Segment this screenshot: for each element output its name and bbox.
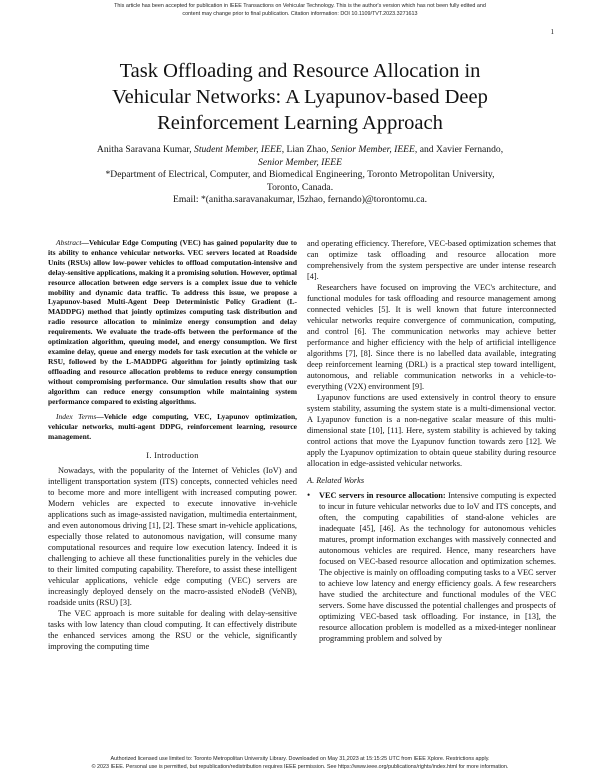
- subsection-heading-related-works: A. Related Works: [307, 476, 365, 485]
- publication-notice: [0, 2, 600, 18]
- index-terms-label: Index Terms: [56, 412, 97, 422]
- footer-line-2: © 2023 IEEE. Personal use is permitted, but republication/redistribution requires IEEE permission. See https://www.ieee.org/publications/rights/index.html for more information.: [91, 764, 509, 770]
- title-line-2: Vehicular Networks: A Lyapunov-based Deep: [112, 86, 488, 108]
- author-1-role: Student Member, IEEE: [194, 144, 282, 155]
- right-column: [307, 238, 556, 644]
- page-number: 1: [550, 28, 554, 36]
- footer-notice: [0, 755, 600, 771]
- author-line-1: [40, 144, 560, 157]
- abstract: [48, 238, 297, 406]
- bullet-title: VEC servers in resource allocation:: [319, 491, 446, 500]
- author-2-role: Senior Member, IEEE: [330, 144, 415, 155]
- author-3-role: Senior Member, IEEE: [258, 156, 342, 168]
- intro-paragraph-1: Nowadays, with the popularity of the Internet of Vehicles (IoV) and intelligent transportation system (ITS) concepts, connected vehicles need to become more and more intelligent with increased computing power. Modern vehicles are expected to execute innovative in-vehicle applications such as image-assisted navigation, multimedia entertainment, and even autonomous driving [1], [2]. These smart in-vehicle applications, especially those related to autonomous navigation, will consume many computational resources and require low execution latency. Indeed it is challenging to achieve all these functionalities purely in the vehicles due to their limited computing capability. Therefore, to assist these intelligent vehicular applications, vehicle edge computing (VEC) servers are increasingly deployed densely on the macro-assisted eNodeB (VeNB), roadside units (RSU) [3].: [48, 466, 297, 608]
- intro-paragraph-3: Researchers have focused on improving the VEC's architecture, and functional modules for task offloading and resource management among connected vehicles [5]. It is well known that future interconnected vehicular networks require convergence of communication, computing, and control [6]. The communication networks may achieve better performance and higher efficiency with the help of artificial intelligence algorithms [7], [8]. Since there is no labelled data available, integrating deep reinforcement learning (DRL) is a practical step toward intelligent, autonomous, and reliable communication networks in a vehicle-to-everything (V2X) environment [9].: [307, 283, 556, 391]
- index-terms-text: —Vehicle edge computing, VEC, Lyapunov optimization, vehicular networks, multi-agent DDPG, reinforcement learning, resource management.: [48, 412, 297, 442]
- title-line-1: Task Offloading and Resource Allocation in: [119, 60, 481, 82]
- author-email: Email: *(anitha.saravanakumar, l5zhao, fernando)@torontomu.ca.: [172, 194, 428, 206]
- affiliation-line-2: Toronto, Canada.: [266, 181, 334, 193]
- list-item: [307, 490, 556, 644]
- intro-paragraph-2: The VEC approach is more suitable for dealing with delay-sensitive tasks with low latency than cloud computing. It can effectively distribute the enhanced services among the RSU or the vehicle, significantly improving the computing time: [48, 609, 297, 652]
- author-3: , and Xavier Fernando,: [414, 144, 504, 155]
- bullet-icon: •: [307, 490, 311, 500]
- notice-line-1: This article has been accepted for publication in IEEE Transactions on Vehicular Technology. This is the author's version which has not been fully edited and: [114, 3, 486, 9]
- notice-line-2: content may change prior to final publication. Citation information: DOI 10.1109/TVT.2023.3271613: [182, 11, 418, 17]
- abstract-label: Abstract: [56, 238, 82, 247]
- abstract-text: —Vehicular Edge Computing (VEC) has gained popularity due to its ability to enhance vehicular networks. VEC servers located at Roadside Units (RSUs) allow low-power vehicles to offload computation-intensive and delay-sensitive applications, making it a promising solution. However, optimal resource allocation between edge servers is a complex issue due to vehicle mobility and dynamic data traffic. To address this issue, we propose a Lyapunov-based Multi-Agent Deep Deterministic Policy Gradient (L-MADDPG) method that jointly optimizes computing task distribution and radio resource allocation to minimize energy consumption and delay requirements. We evaluate the trade-offs between the performance of the optimization algorithm, queuing model, and energy consumption. We first examine delay, queue and energy models for task execution at the vehicle or RSU, followed by the L-MADDPG algorithm for jointly optimizing task offloading and resource allocation problems to reduce energy consumption without compromising performance. Our simulation results show that our algorithm can reduce energy consumption while maintaining system performance compared to existing algorithms.: [48, 238, 297, 406]
- index-terms: [48, 412, 297, 442]
- author-2: , Lian Zhao,: [281, 144, 331, 155]
- bullet-body: Intensive computing is expected to incur in future vehicular networks due to IoV and ITS concepts, and often, the computing capabilities of stand-alone vehicles are inadequate [45], [46]. As the technology for autonomous vehicles matures, prompt information exchanges with massively connected and autonomous vehicles are required. Hence, many researchers have focused on VEC-based resource allocation and optimization schemes. The objective is mainly on offloading computing tasks to a VEC server to achieve low latency and energy efficiency goals. A few researchers have studied the architecture and functional modules of the VEC servers. Some have discussed the potential challenges and prospects of optimizing VEC-based task offloading. For instance, in [13], the resource allocation problem is modelled as a mixed-integer nonlinear programming problem and solved by: [319, 491, 556, 643]
- paper-title: [40, 58, 560, 136]
- affiliation-line-1: *Department of Electrical, Computer, and Biomedical Engineering, Toronto Metropolitan University,: [105, 169, 495, 181]
- author-1: Anitha Saravana Kumar,: [96, 144, 195, 155]
- footer-line-1: Authorized licensed use limited to: Toronto Metropolitan University Library. Downloaded on May 31,2023 at 15:15:25 UTC from IEEE Xplore. Restrictions apply.: [110, 756, 490, 762]
- section-heading-introduction: I. Introduction: [146, 451, 199, 461]
- bullet-text: [319, 490, 556, 644]
- author-line-2: [40, 157, 560, 170]
- author-block: [40, 144, 560, 207]
- left-column: [48, 238, 297, 652]
- title-line-3: Reinforcement Learning Approach: [157, 112, 443, 134]
- intro-paragraph-2-continued: and operating efficiency. Therefore, VEC-based optimization schemes that can optimize task offloading and resource allocation more comprehensively from the system perspective are under intense research [4].: [307, 239, 556, 281]
- intro-paragraph-4: Lyapunov functions are used extensively in control theory to ensure system stability, assuming the system state is a multi-dimensional vector. A Lyapunov function is a non-negative scalar measure of this multi-dimensional state [10], [11]. Here, system stability is achieved by taking control actions that move the Lyapunov function towards zero [12]. We apply the Lyapunov optimization to obtain queue stability during resource allocation in edge-assisted vehicular networks.: [307, 393, 556, 468]
